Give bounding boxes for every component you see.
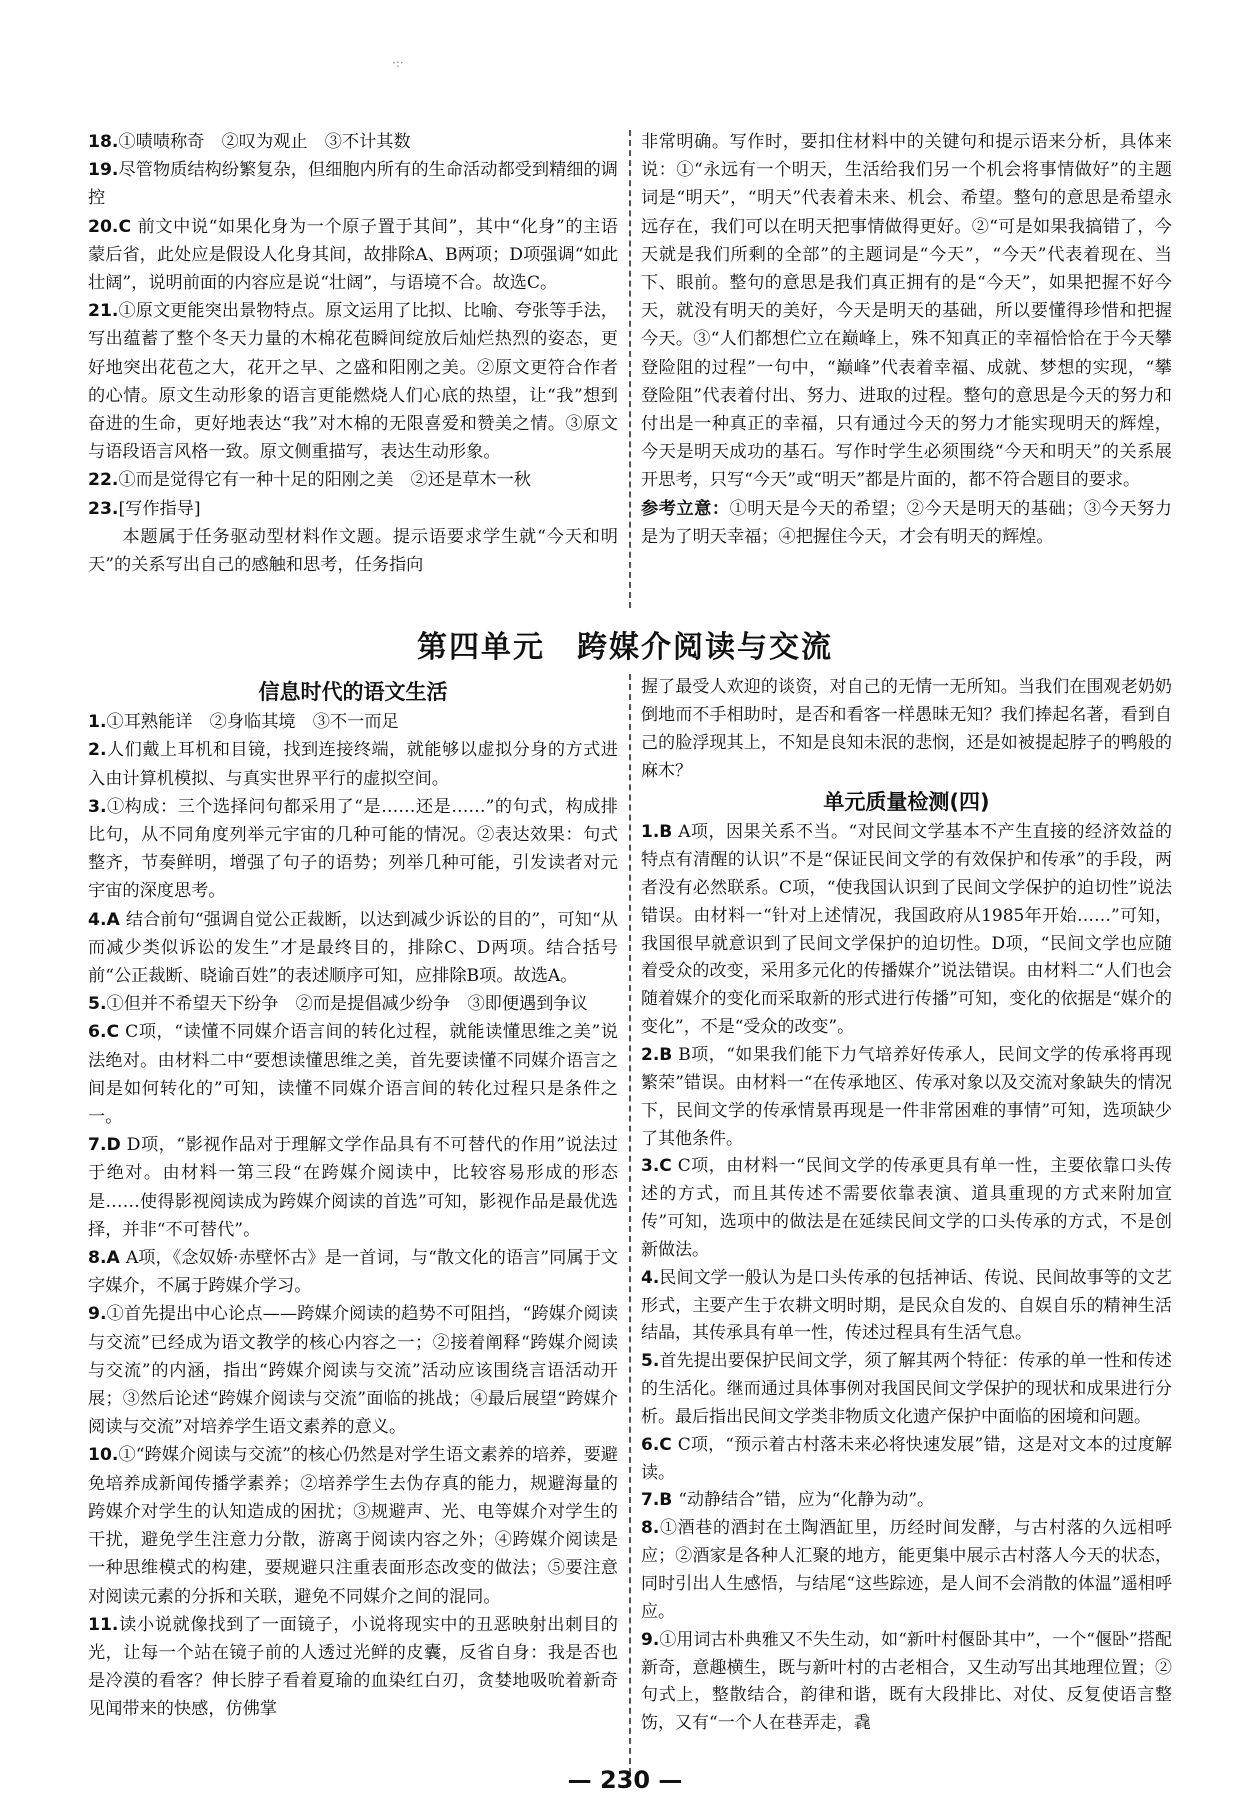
answer-text: 读小说就像找到了一面镜子，小说将现实中的丑恶映射出刺目的光，让每一个站在镜子前的人透过光鲜的皮囊，反省自身：我是否也是冷漠的看客？伸长脖子看着夏瑜的血染红白刃，贪婪地吸吮着新奇见闻带来的快感，仿佛掌 (88, 1614, 618, 1720)
answer-number: 4. (641, 1267, 660, 1288)
answer-item (641, 1515, 1172, 1626)
scan-mark: ·:· (392, 56, 404, 70)
answer-number: 8. (641, 1518, 660, 1539)
answer-text: ①用词古朴典雅又不失生动，如“新叶村偃卧其中”，一个“偃卧”搭配新奇，意趣横生，既与新叶村的古老相合，又生动写出其地理位置；②句式上，整散结合，韵律和谐，既有大段排比、对仗、反复使语言整饬，又有“一个人在巷弄走，毳 (641, 1629, 1172, 1734)
answer-text: A项，因果关系不当。“对民间文学基本不产生直接的经济效益的特点有清醒的认识”不是“保证民间文学的有效保护和传承”的手段，两者没有必然联系。C项，“使我国认识到了民间文学保护的迫切性”说法错误。由材料一“针对上述情况，我国政府从1985年开始……”可知，我国很早就意识到了民间文学保护的迫切性。D项，“民间文学也应随着受众的改变，采用多元化的传播媒介”说法错误。由材料二“人们也会随着媒介的变化而采取新的形式进行传播”可知，变化的依据是“媒介的变化”，不是“受众的改变”。 (641, 822, 1172, 1038)
unit-title: 第四单元 跨媒介阅读与交流 (417, 630, 833, 665)
answer-text: 人们戴上耳机和目镜，找到连接终端，就能够以虚拟分身的方式进入由计算机模拟、与真实世界平行的虚拟空间。 (88, 740, 618, 789)
answer-item (88, 1131, 618, 1244)
answer-number: 7. (641, 1490, 660, 1511)
answer-item (641, 1627, 1172, 1738)
answer-number: 6. (88, 1022, 107, 1043)
answer-text: ①啧啧称奇 ②叹为观止 ③不计其数 (118, 132, 411, 152)
answer-choice: C (659, 1156, 672, 1177)
reference-idea (641, 495, 1172, 551)
answer-number: 10. (88, 1445, 119, 1466)
answer-number: 18. (88, 132, 119, 152)
answer-choice: B (659, 1490, 673, 1511)
answer-item (88, 1018, 618, 1131)
answer-text: B项，“如果我们能下力气培养好传承人，民间文学的传承将再现繁荣”错误。由材料一“在传承地区、传承对象以及交流对象缺失的情况下，民间文学的传承情景再现是一件非常困难的事情”可知，选项缺少了其他条件。 (641, 1044, 1172, 1149)
answer-number: 23. (88, 498, 119, 519)
answer-number: 11. (88, 1614, 119, 1635)
answer-item (88, 297, 618, 466)
section-title-unit-test: 单元质量检测(四) (823, 790, 990, 815)
answer-number: 22. (88, 470, 119, 491)
answer-choice: C (106, 1022, 120, 1043)
answer-text: [写作指导] (118, 498, 201, 519)
answer-number: 3. (88, 796, 107, 817)
answer-text: ①原文更能突出景物特点。原文运用了比拟、比喻、夸张等手法，写出蕴蓄了整个冬天力量的木棉花苞瞬间绽放后灿烂热烈的姿态，更好地突出花苞之大，花开之早、之盛和阳刚之美。②原文更符合作者的心情。原文生动形象的语言更能燃烧人们心底的热望，让“我”想到奋进的生命，更好地表达“我”对木棉的无限喜爱和赞美之情。③原文与语段语言风格一致。原文侧重描写，表达生动形象。 (88, 301, 618, 463)
answer-text: C项，由材料一“民间文学的传承更具有单一性，主要依靠口头传述的方式，而且其传述不需要依靠表演、道具重现的方式来附加宣传”可知，选项中的做法是在延续民间文学的口头传承的方式，不是创新做法。 (641, 1156, 1172, 1260)
answer-number: 1. (641, 822, 660, 843)
answer-text: 尽管物质结构纷繁复杂，但细胞内所有的生命活动都受到精细的调控 (88, 160, 618, 209)
answer-number: 5. (641, 1351, 660, 1372)
page-number: — 230 — (567, 1766, 683, 1794)
answer-item (641, 819, 1172, 1042)
section-title-info-age: 信息时代的语文生活 (258, 680, 448, 704)
answer-item (88, 156, 618, 212)
answer-item (88, 1441, 618, 1610)
answer-number: 9. (641, 1629, 660, 1650)
answer-item (88, 128, 618, 156)
answer-item (88, 708, 618, 736)
answer-item (88, 793, 618, 906)
answer-number: 20. (88, 216, 119, 237)
answer-item (641, 1487, 1172, 1515)
answer-text: ①首先提出中心论点——跨媒介阅读的趋势不可阻挡，“跨媒介阅读与交流”已经成为语文教学的核心内容之一；②接着阐释“跨媒介阅读与交流”的内涵，指出“跨媒介阅读与交流”活动应该围绕言语活动开展；③然后论述“跨媒介阅读与交流”面临的挑战；④最后展望“跨媒介阅读与交流”对培养学生语文素养的意义。 (88, 1304, 618, 1438)
answer-number: 1. (88, 712, 107, 733)
answer-choice: D (106, 1135, 121, 1156)
answer-item (88, 213, 618, 298)
answer-text: C项，“读懂不同媒介语言间的转化过程，就能读懂思维之美”说法绝对。由材料二中“要想读懂思维之美，首先要读懂不同媒介语言之间是如何转化的”可知，读懂不同媒介语言间的转化过程只是条件之一。 (88, 1022, 618, 1128)
reference-idea-text: ①明天是今天的希望；②今天是明天的基础；③今天努力是为了明天幸福；④把握住今天，才会有明天的辉煌。 (641, 498, 1172, 547)
answer-item (641, 1153, 1172, 1264)
answer-list-info-age (88, 708, 618, 1723)
answer-choice: B (659, 822, 673, 843)
answer-text: 民间文学一般认为是口头传承的包括神话、传说、民间故事等的文艺形式，主要产生于农耕文明时期，是民众自发的、自娱自乐的精神生活结晶，其传承具有单一性，传述过程具有生活气息。 (641, 1267, 1172, 1344)
column-divider (629, 674, 631, 1774)
answer-item (641, 1348, 1172, 1432)
answer-item (88, 1300, 618, 1441)
answers-bottom-left (88, 674, 618, 1724)
answer-item (88, 990, 618, 1018)
answer-item (88, 466, 618, 494)
answer-11-continued: 握了最受人欢迎的谈资，对自己的无情一无所知。当我们在围观老奶奶倒地而不手相助时，是否和看客一样愚昧无知？我们捧起名著，看到自己的脸浮现其上，不知是良知未泯的悲悯，还是如被提起脖子的鸭般的麻木？ (641, 677, 1172, 781)
answer-item (641, 1042, 1172, 1153)
answer-text: 首先提出要保护民间文学，须了解其两个特征：传承的单一性和传述的生活化。继而通过具体事例对我国民间文学保护的现状和成果进行分析。最后指出民间文学类非物质文化遗产保护中面临的困境和问题。 (641, 1351, 1172, 1427)
answers-bottom-right (641, 674, 1172, 1738)
answer-text: “动静结合”错，应为“化静为动”。 (678, 1490, 935, 1511)
answer-number: 2. (88, 740, 107, 761)
answer-number: 9. (88, 1304, 107, 1325)
writing-guide-text: 本题属于任务驱动型材料作文题。提示语要求学生就“今天和明天”的关系写出自己的感触和思考，任务指向 (88, 526, 618, 576)
answer-item (88, 736, 618, 792)
answer-item (88, 1244, 618, 1300)
answer-number: 7. (88, 1135, 107, 1156)
answer-list-unit-test (641, 819, 1172, 1738)
answer-choice: C (118, 216, 132, 237)
answer-text: ①而是觉得它有一种十足的阳刚之美 ②还是草木一秋 (118, 470, 531, 491)
writing-guide-continued: 非常明确。写作时，要扣住材料中的关键句和提示语来分析，具体来说：①“永远有一个明天，生活给我们另一个机会将事情做好”的主题词是“明天”，“明天”代表着未来、机会、希望。整句的意思是希望永远存在，我们可以在明天把事情做得更好。②“可是如果我搞错了，今天就是我们所剩的全部”的主题词是“今天”，“今天”代表着现在、当下、眼前。整句的意思是我们真正拥有的是“今天”，如果把握不好今天，就没有明天的美好，今天是明天的基础，所以要懂得珍惜和把握今天。③“人们都想伫立在巅峰上，殊不知真正的幸福恰恰在于今天攀登险阻的过程”一句中，“巅峰”代表着幸福、成就、梦想的实现，“攀登险阻”代表着付出、努力、进取的过程。整句的意思是今天的努力和付出是一种真正的幸福，只有通过今天的努力才能实现明天的辉煌，今天是明天成功的基石。写作时学生必须围绕“今天和明天”的关系展开思考，只写“今天”或“明天”都是片面的，都不符合题目的要求。 (641, 132, 1172, 491)
column-divider (629, 130, 631, 608)
answer-number: 2. (641, 1044, 660, 1065)
answer-choice: B (659, 1044, 673, 1065)
answer-item (88, 1611, 618, 1724)
answer-item (88, 906, 618, 991)
answer-text: C项，“预示着古村落未来必将快速发展”错，这是对文本的过度解读。 (641, 1434, 1172, 1483)
answer-number: 8. (88, 1248, 107, 1269)
answer-number: 19. (88, 160, 119, 181)
answer-choice: C (659, 1434, 672, 1455)
answer-number: 4. (88, 909, 107, 930)
answer-number: 21. (88, 301, 119, 322)
answer-text: ①“跨媒介阅读与交流”的核心仍然是对学生语文素养的培养，要避免培养成新闻传播学素养；②培养学生去伪存真的能力，规避海量的跨媒介对学生的认知造成的困扰；③规避声、光、电等媒介对学生的干扰，避免学生注意力分散，游离于阅读内容之外；④跨媒介阅读是一种思维模式的构建，要规避只注重表面形态改变的做法；⑤要注意对阅读元素的分拆和关联，避免不同媒介之间的混同。 (88, 1445, 618, 1607)
answers-top-left (88, 128, 618, 579)
answer-choice: A (106, 1248, 120, 1269)
answer-text: A项，《念奴娇·赤壁怀古》是一首词，与“散文化的语言”同属于文字媒介，不属于跨媒介学习。 (88, 1248, 618, 1297)
answer-text: ①酒巷的酒封在土陶酒缸里，历经时间发酵，与古村落的久远相呼应；②酒家是各种人汇聚的地方，能更集中展示古村落人今天的状态，同时引出人生感悟，与结尾“这些踪迹，是人间不会消散的体温”遥相呼应。 (641, 1518, 1172, 1622)
reference-idea-label: 参考立意： (641, 498, 730, 519)
answers-top-right (641, 128, 1172, 551)
answer-text: 结合前句“强调自觉公正裁断，以达到减少诉讼的目的”，可知“从而减少类似诉讼的发生”才是最终目的，排除C、D两项。结合括号前“公正裁断、晓谕百姓”的表述顺序可知，应排除B项。故选A。 (88, 909, 618, 987)
answer-text: 前文中说“如果化身为一个原子置于其间”，其中“化身”的主语蒙后省，此处应是假设人化身其间，故排除A、B两项；D项强调“如此壮阔”，说明前面的内容应是说“壮阔”，与语境不合。故选C。 (88, 216, 618, 294)
answer-item (88, 495, 618, 523)
answer-text: ①构成：三个选择问句都采用了“是……还是……”的句式，构成排比句，从不同角度列举元宇宙的几种可能的情况。②表达效果：句式整齐，节奏鲜明，增强了句子的语势；列举几种可能，引发读者对元宇宙的深度思考。 (88, 796, 618, 902)
answer-text: ①耳熟能详 ②身临其境 ③不一而足 (106, 712, 399, 733)
answer-number: 5. (88, 994, 107, 1015)
answer-item (641, 1432, 1172, 1488)
answer-text: ①但并不希望天下纷争 ②而是提倡减少纷争 ③即便遇到争议 (106, 994, 588, 1015)
answer-number: 6. (641, 1434, 660, 1455)
answer-text: D项，“影视作品对于理解文学作品具有不可替代的作用”说法过于绝对。由材料一第三段“在跨媒介阅读中，比较容易形成的形态是……使得影视阅读成为跨媒介阅读的首选”可知，影视作品是最优选择，并非“不可替代”。 (88, 1135, 618, 1240)
answer-item (641, 1265, 1172, 1349)
answer-number: 3. (641, 1156, 660, 1177)
answer-choice: A (106, 909, 120, 930)
